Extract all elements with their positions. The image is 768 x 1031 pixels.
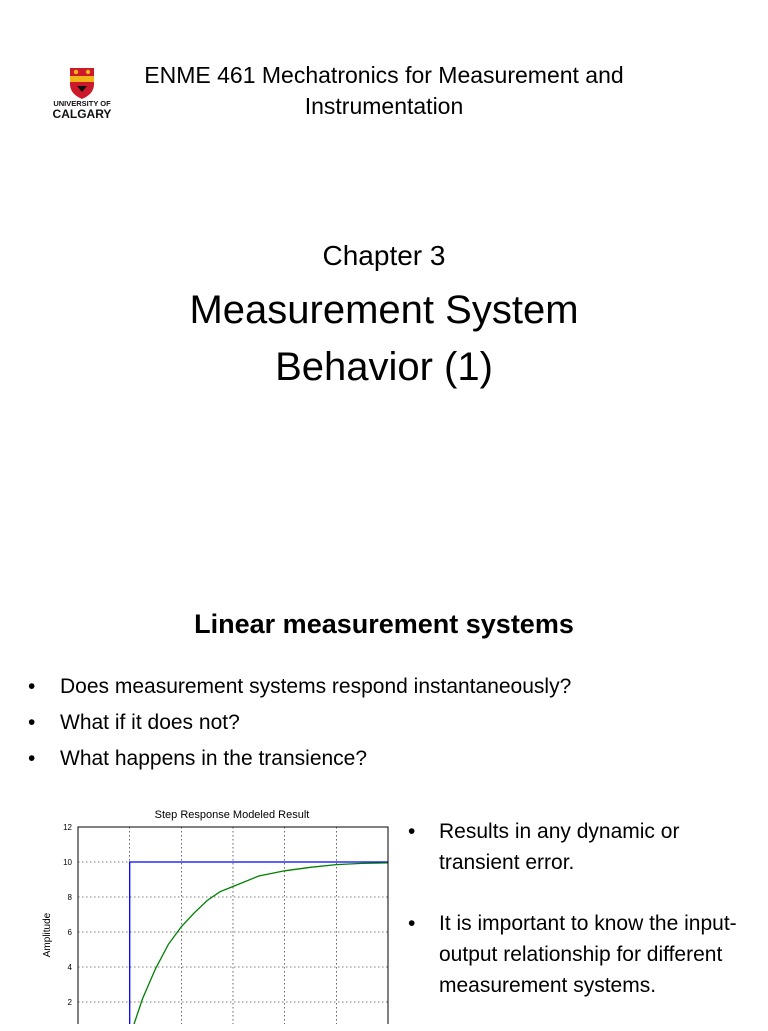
list-item	[408, 816, 748, 878]
list-item	[28, 669, 571, 705]
chapter-label: Chapter 3	[322, 240, 446, 271]
question-list	[28, 669, 571, 777]
content-slide	[0, 585, 768, 1024]
chart-plot-area	[78, 827, 388, 1024]
bullet-icon: •	[408, 912, 416, 935]
list-item-text: What if it does not?	[60, 711, 240, 734]
chart-series-response	[130, 863, 388, 1024]
list-item-text: Does measurement systems respond instantaneously?	[60, 675, 572, 698]
section-title: Linear measurement systems	[194, 609, 574, 639]
slide-title-line2: Behavior (1)	[275, 345, 493, 389]
bullet-icon: •	[28, 711, 36, 734]
slide-title	[0, 282, 768, 396]
chart-y-tick-label: 8	[67, 893, 72, 902]
bullet-icon: •	[408, 820, 416, 843]
chart-title: Step Response Modeled Result	[154, 809, 310, 821]
list-item	[28, 705, 571, 741]
list-item	[408, 908, 748, 1001]
list-item-text: It is important to know the input-output relationship for different measurement systems.	[439, 912, 737, 997]
chart-y-tick-label: 10	[63, 858, 72, 867]
chart-y-tick-label: 6	[67, 928, 72, 937]
list-item-text: Results in any dynamic or transient error.	[439, 820, 680, 874]
chart-y-ticks	[63, 823, 72, 1007]
list-item	[28, 741, 571, 777]
chart-grid	[78, 827, 388, 1024]
logo-line2: CALGARY	[52, 107, 112, 120]
course-title: ENME 461 Mechatronics for Measurement and Instrumentation	[144, 62, 624, 119]
chart-y-tick-label: 4	[67, 963, 72, 972]
university-of-calgary-logo	[46, 66, 118, 120]
list-item-text: What happens in the transience?	[60, 747, 368, 770]
slide-title-line1: Measurement System	[189, 288, 579, 332]
shield-icon	[70, 68, 94, 99]
bullet-icon: •	[28, 747, 36, 770]
chart-y-axis-label: Amplitude	[42, 912, 53, 958]
explanation-list	[408, 816, 748, 1031]
chart-y-tick-label: 2	[67, 998, 72, 1007]
step-response-chart	[30, 803, 400, 1024]
bullet-icon: •	[28, 675, 36, 698]
logo-line1: UNIVERSITY OF	[53, 99, 111, 108]
chart-y-tick-label: 12	[63, 823, 72, 832]
